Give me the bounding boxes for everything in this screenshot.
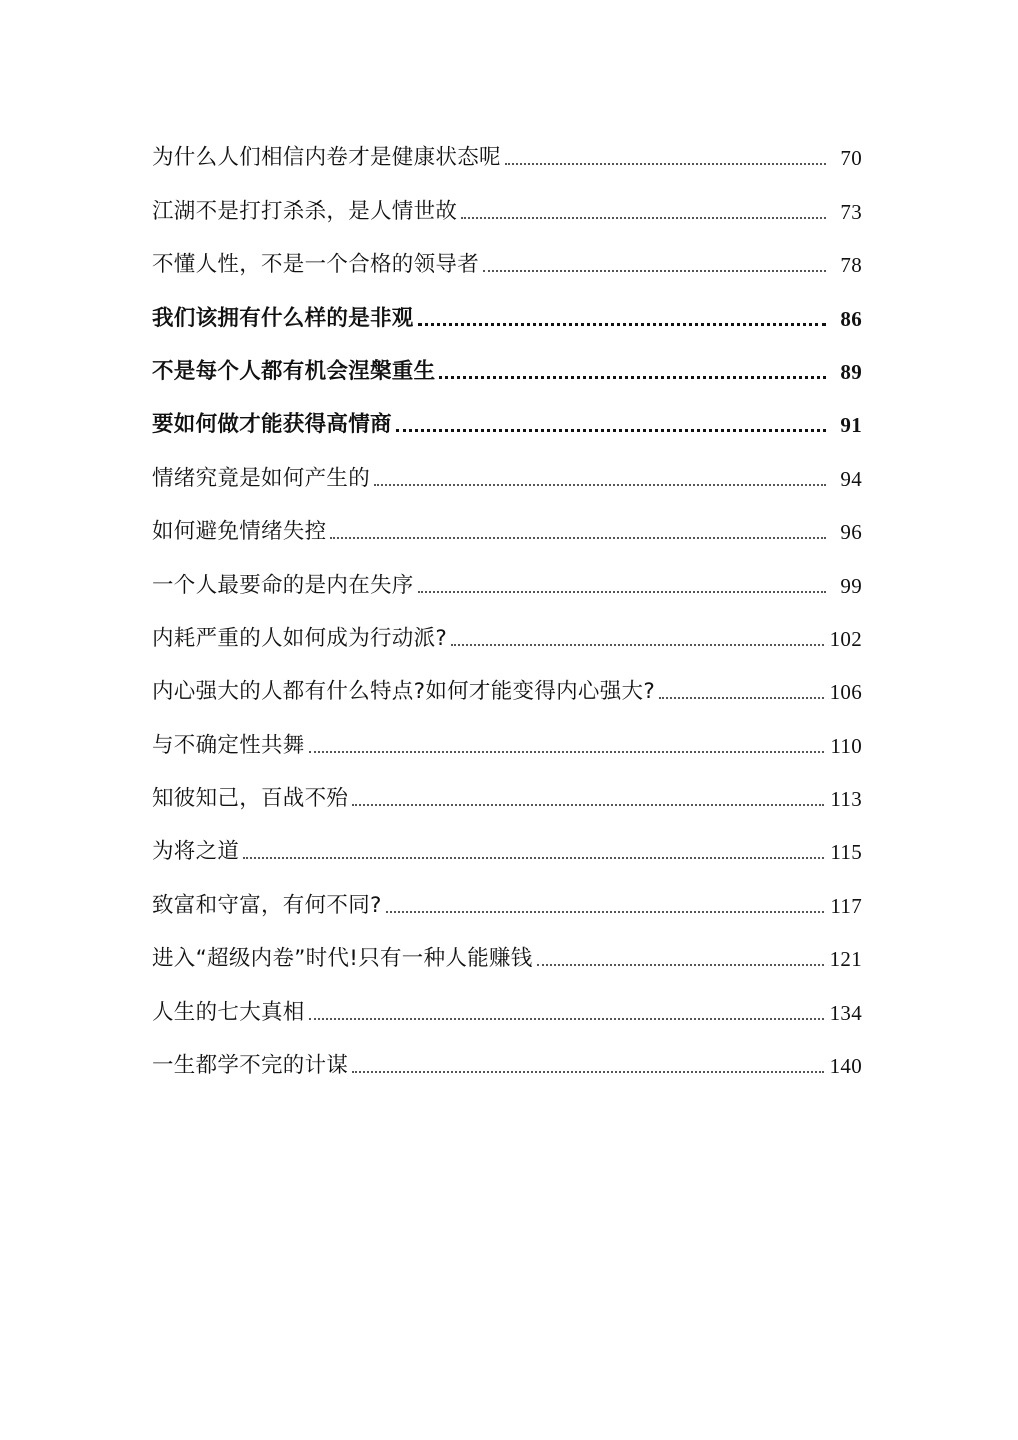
dot-leader bbox=[483, 270, 826, 272]
dot-leader bbox=[309, 751, 825, 753]
toc-entry[interactable] bbox=[152, 613, 862, 666]
toc-entry-title: 江湖不是打打杀杀，是人情世故 bbox=[152, 198, 458, 224]
toc-entry-page: 99 bbox=[840, 573, 862, 598]
toc-entry-title: 知彼知己，百战不殆 bbox=[152, 786, 349, 812]
toc-entry-page: 115 bbox=[830, 840, 862, 865]
toc-entry[interactable] bbox=[152, 986, 862, 1039]
dot-leader bbox=[451, 644, 823, 646]
dot-leader bbox=[418, 591, 826, 593]
dot-leader bbox=[386, 911, 825, 913]
toc-entry[interactable] bbox=[152, 559, 862, 612]
toc-entry-title: 人生的七大真相 bbox=[152, 999, 305, 1025]
dot-leader bbox=[243, 857, 824, 859]
toc-entry-page: 78 bbox=[840, 253, 862, 278]
toc-entry-title: 我们该拥有什么样的是非观 bbox=[152, 305, 414, 331]
dot-leader bbox=[439, 376, 826, 379]
toc-entry[interactable] bbox=[152, 1040, 862, 1093]
toc-entry-title: 进入“超级内卷”时代!只有一种人能赚钱 bbox=[152, 946, 533, 972]
toc-entry[interactable] bbox=[152, 666, 862, 719]
toc-entry-title: 如何避免情绪失控 bbox=[152, 519, 327, 545]
toc-entry[interactable] bbox=[152, 132, 862, 185]
toc-entry[interactable] bbox=[152, 185, 862, 238]
toc-entry-page: 73 bbox=[840, 199, 862, 224]
toc-entry-page: 121 bbox=[829, 947, 862, 972]
dot-leader bbox=[309, 1018, 824, 1020]
toc-entry-page: 106 bbox=[829, 680, 862, 705]
toc-entry-title: 一个人最要命的是内在失序 bbox=[152, 572, 414, 598]
toc-entry[interactable] bbox=[152, 773, 862, 826]
toc-entry-title: 要如何做才能获得高情商 bbox=[152, 412, 392, 438]
toc-entry[interactable] bbox=[152, 719, 862, 772]
toc-entry-page: 96 bbox=[840, 520, 862, 545]
toc-entry[interactable] bbox=[152, 506, 862, 559]
toc-entry[interactable] bbox=[152, 346, 862, 399]
toc-entry-page: 110 bbox=[830, 733, 862, 758]
toc-entry-page: 102 bbox=[829, 626, 862, 651]
dot-leader bbox=[537, 964, 824, 966]
toc-entry-page: 91 bbox=[840, 413, 862, 438]
toc-entry-title: 一生都学不完的计谋 bbox=[152, 1053, 349, 1079]
toc-entry-title: 为什么人们相信内卷才是健康状态呢 bbox=[152, 145, 501, 171]
toc-entry-title: 不懂人性，不是一个合格的领导者 bbox=[152, 252, 480, 278]
toc-entry-title: 为将之道 bbox=[152, 839, 240, 865]
toc-entry-title: 致富和守富，有何不同? bbox=[152, 892, 382, 918]
toc-entry-page: 94 bbox=[840, 466, 862, 491]
toc-entry-title: 与不确定性共舞 bbox=[152, 732, 305, 758]
dot-leader bbox=[352, 804, 824, 806]
toc-entry[interactable] bbox=[152, 399, 862, 452]
toc-entry[interactable] bbox=[152, 452, 862, 505]
toc-entry[interactable] bbox=[152, 292, 862, 345]
dot-leader bbox=[374, 484, 826, 486]
toc-entry-title: 不是每个人都有机会涅槃重生 bbox=[152, 358, 436, 384]
dot-leader bbox=[505, 163, 826, 165]
table-of-contents bbox=[152, 132, 862, 1093]
toc-entry-page: 134 bbox=[829, 1000, 862, 1025]
dot-leader bbox=[461, 217, 826, 219]
dot-leader bbox=[396, 429, 826, 432]
toc-entry-title: 内心强大的人都有什么特点?如何才能变得内心强大? bbox=[152, 679, 656, 705]
toc-entry[interactable] bbox=[152, 933, 862, 986]
toc-entry[interactable] bbox=[152, 239, 862, 292]
toc-entry-page: 117 bbox=[830, 893, 862, 918]
toc-entry-title: 情绪究竟是如何产生的 bbox=[152, 465, 371, 491]
dot-leader bbox=[352, 1071, 823, 1073]
dot-leader bbox=[418, 323, 826, 326]
toc-entry-page: 70 bbox=[840, 146, 862, 171]
toc-entry-page: 113 bbox=[830, 787, 862, 812]
toc-entry[interactable] bbox=[152, 826, 862, 879]
toc-entry-title: 内耗严重的人如何成为行动派? bbox=[152, 625, 448, 651]
toc-entry[interactable] bbox=[152, 879, 862, 932]
toc-entry-page: 140 bbox=[829, 1054, 862, 1079]
toc-entry-page: 86 bbox=[840, 306, 862, 331]
toc-entry-page: 89 bbox=[840, 359, 862, 384]
dot-leader bbox=[659, 697, 824, 699]
dot-leader bbox=[330, 537, 826, 539]
